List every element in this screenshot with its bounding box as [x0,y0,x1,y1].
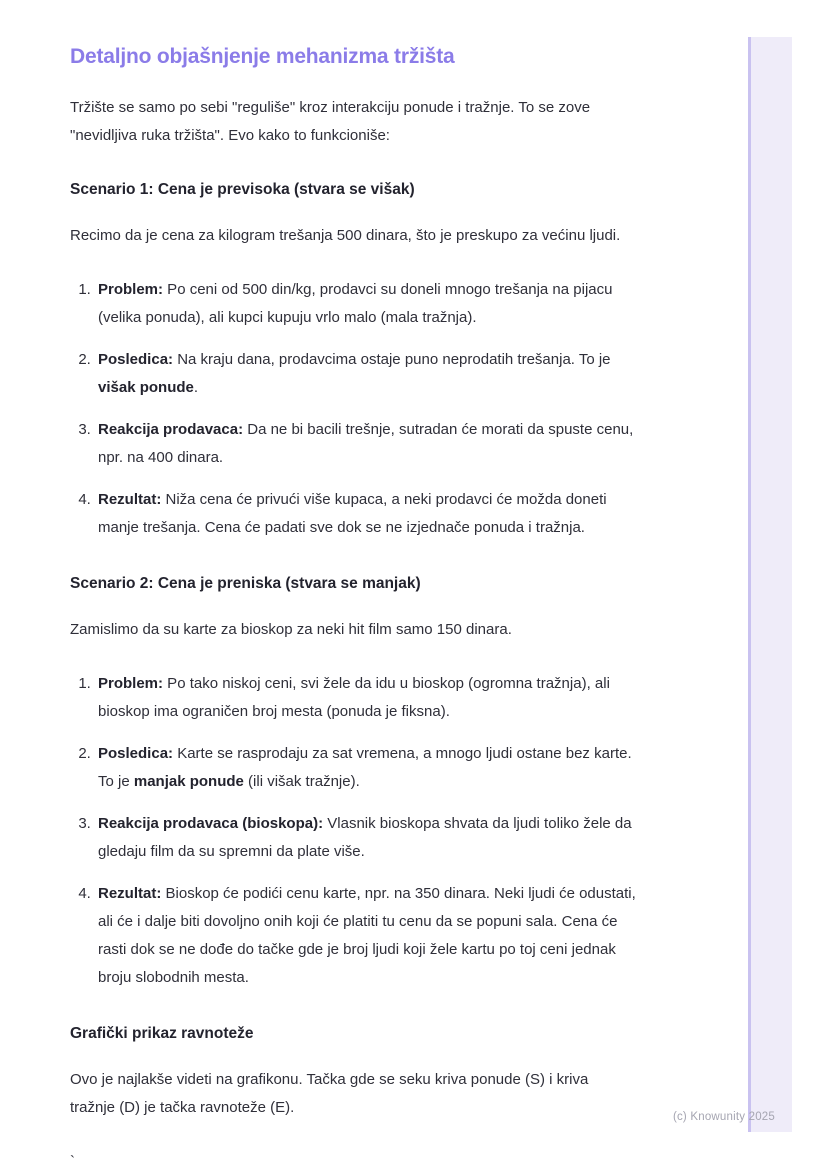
stray-backtick: ` [70,1153,75,1170]
page-edge-strip [748,37,792,1132]
list-item-text: Rezultat: Niža cena će privući više kupaca, a neki prodavci će možda doneti manje trešanja. Cena će padati sve dok se ne izjednače ponuda i tražnja. [98,491,607,536]
list-item-text: Reakcija prodavaca (bioskopa): Vlasnik bioskopa shvata da ljudi toliko žele da gledaju film da su spremni da plate više. [98,815,632,860]
list-item-text: Problem: Po ceni od 500 din/kg, prodavci su doneli mnogo trešanja na pijacu (velika ponuda), ali kupci kupuju vrlo malo (mala tražnja). [98,281,613,326]
scenario-1-list [70,276,636,542]
list-item [95,346,636,402]
list-item [95,416,636,472]
list-item-text: Problem: Po tako niskoj ceni, svi žele da idu u bioskop (ogromna tražnja), ali bioskop ima ograničen broj mesta (ponuda je fiksna). [98,675,610,720]
list-item-text: Posledica: Karte se rasprodaju za sat vremena, a mnogo ljudi ostane bez karte. To je manjak ponude (ili višak tražnje). [98,745,632,790]
list-item-text: Reakcija prodavaca: Da ne bi bacili trešnje, sutradan će morati da spuste cenu, npr. na 400 dinara. [98,421,634,466]
section-heading-scenario-1: Scenario 1: Cena je previsoka (stvara se višak) [70,181,415,198]
list-item [95,276,636,332]
list-item [95,810,636,866]
list-item [95,670,636,726]
scenario-2-list [70,670,636,992]
section-heading-graph: Grafički prikaz ravnoteže [70,1025,254,1042]
page-title: Detaljno objašnjenje mehanizma tržišta [70,45,455,68]
closing-paragraph: Ovo je najlakše videti na grafikonu. Tačka gde se seku kriva ponude (S) i kriva tražnje (D) je tačka ravnoteže (E). [70,1071,589,1116]
list-item-text: Rezultat: Bioskop će podići cenu karte, npr. na 350 dinara. Neki ljudi će odustati, ali će i dalje biti dovoljno onih koji će platiti tu cenu da se popuni sala. Cena će rasti dok se ne dođe do tačke gde je broj ljudi koji žele kartu po toj ceni jednak broju slobodnih mesta. [98,885,636,986]
section-heading-scenario-2: Scenario 2: Cena je preniska (stvara se manjak) [70,575,421,592]
document-content [70,36,636,1171]
list-item [95,740,636,796]
list-item [95,486,636,542]
scenario-1-lead: Recimo da je cena za kilogram trešanja 500 dinara, što je preskupo za većinu ljudi. [70,227,621,244]
scenario-2-lead: Zamislimo da su karte za bioskop za neki hit film samo 150 dinara. [70,621,512,638]
intro-paragraph: Tržište se samo po sebi "reguliše" kroz interakciju ponude i tražnje. To se zove "nevidljiva ruka tržišta". Evo kako to funkcioniše: [70,99,591,144]
footer-credit: (c) Knowunity 2025 [672,1111,775,1123]
list-item-text: Posledica: Na kraju dana, prodavcima ostaje puno neprodatih trešanja. To je višak ponude. [98,351,611,396]
list-item [95,880,636,992]
